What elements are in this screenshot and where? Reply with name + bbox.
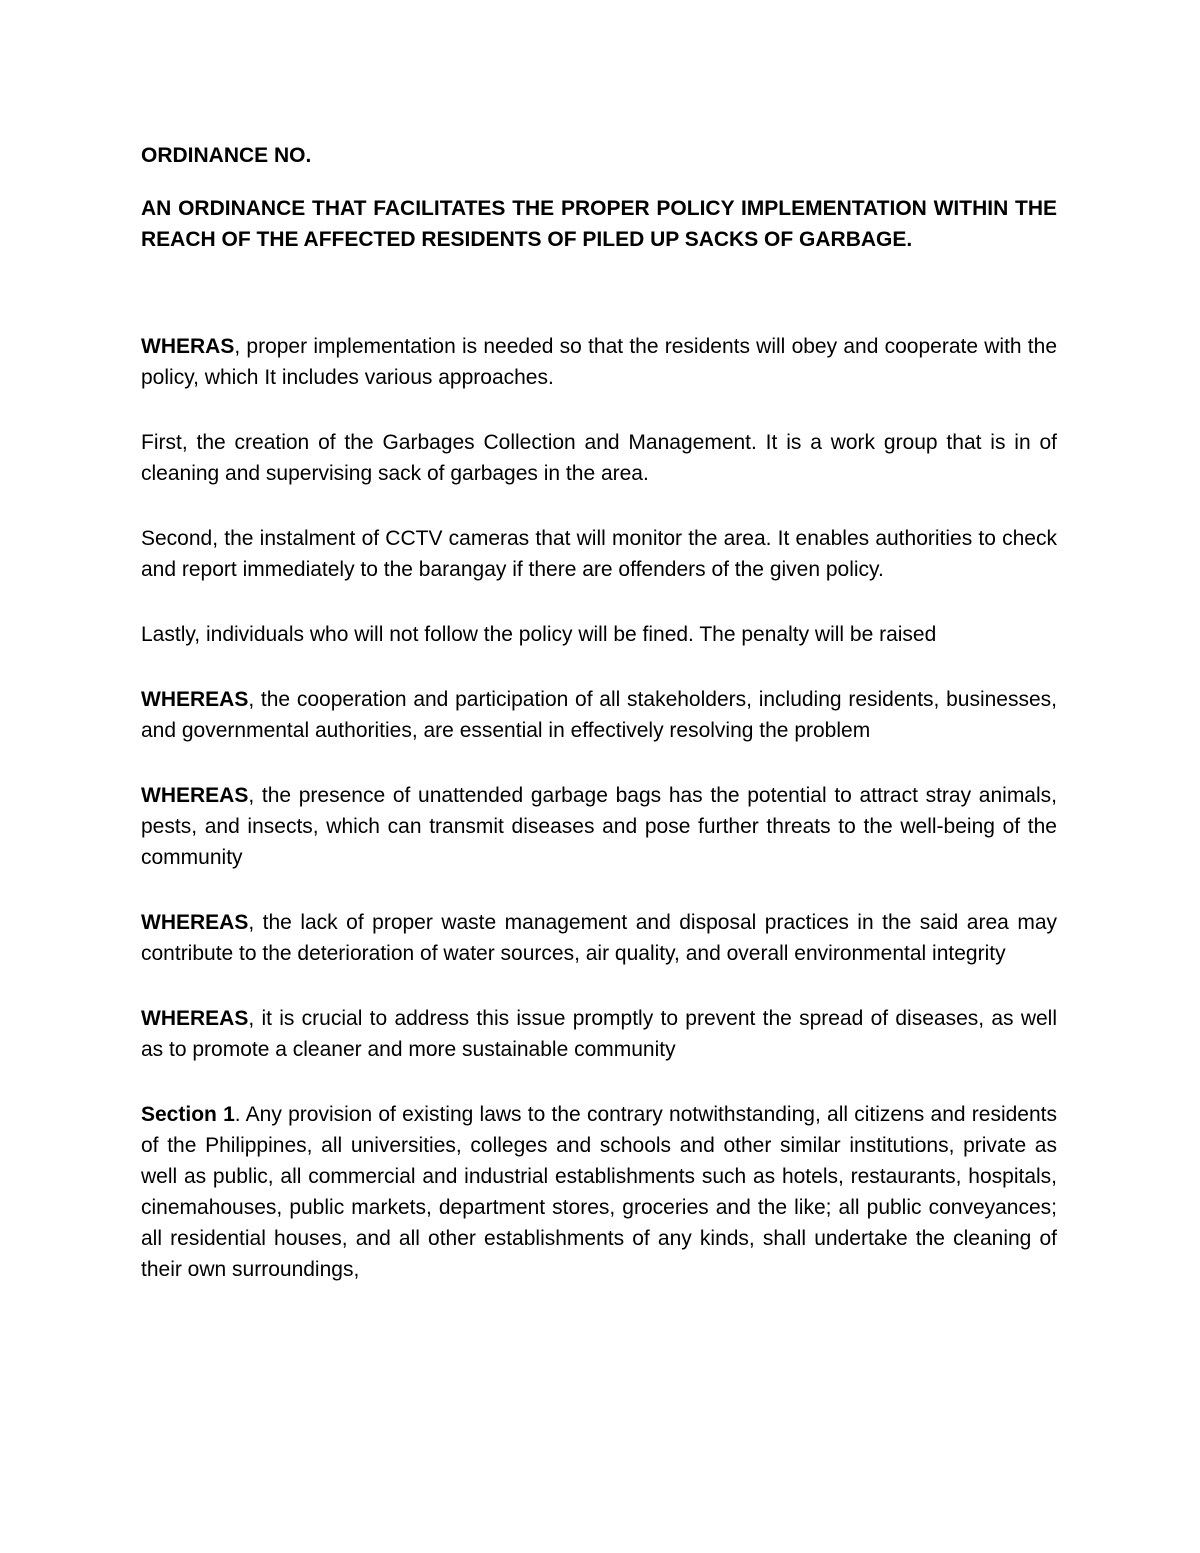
whereas-paragraph	[141, 907, 1057, 969]
paragraph-lead: WHEREAS	[141, 784, 249, 807]
paragraph-lead: WHERAS	[141, 335, 235, 358]
approach-paragraph	[141, 619, 1057, 650]
document-body	[141, 140, 1057, 1285]
paragraph-lead: WHEREAS	[141, 911, 249, 934]
whereas-paragraph	[141, 1003, 1057, 1065]
whereas-paragraph	[141, 780, 1057, 873]
paragraph-text: , it is crucial to address this issue promptly to prevent the spread of diseases, as well as to promote a cleaner and more sustainable community	[141, 1007, 1057, 1061]
approach-paragraph	[141, 427, 1057, 489]
ordinance-number: ORDINANCE NO.	[141, 144, 312, 167]
whereas-paragraph	[141, 331, 1057, 393]
ordinance-title: AN ORDINANCE THAT FACILITATES THE PROPER POLICY IMPLEMENTATION WITHIN THE REACH OF THE AFFECTED RESIDENTS OF PILED UP SACKS OF GARBAGE.	[141, 197, 1057, 251]
paragraph-text: Lastly, individuals who will not follow the policy will be fined. The penalty will be raised	[141, 623, 937, 646]
paragraph-text: , proper implementation is needed so that the residents will obey and cooperate with the policy, which It includes various approaches.	[141, 335, 1057, 389]
paragraph-lead: Section 1	[141, 1103, 235, 1126]
section-paragraph	[141, 1099, 1057, 1285]
approach-paragraph	[141, 523, 1057, 585]
whereas-paragraph	[141, 684, 1057, 746]
paragraph-text: , the cooperation and participation of all stakeholders, including residents, businesses, and governmental authorities, are essential in effectively resolving the problem	[141, 688, 1057, 742]
paragraph-text: Second, the instalment of CCTV cameras that will monitor the area. It enables authorities to check and report immediately to the barangay if there are offenders of the given policy.	[141, 527, 1057, 581]
paragraph-lead: WHEREAS	[141, 1007, 249, 1030]
paragraph-lead: WHEREAS	[141, 688, 249, 711]
paragraph-text: First, the creation of the Garbages Collection and Management. It is a work group that is in of cleaning and supervising sack of garbages in the area.	[141, 431, 1057, 485]
paragraph-text: . Any provision of existing laws to the contrary notwithstanding, all citizens and residents of the Philippines, all universities, colleges and schools and other similar institutions, private as well as public, all commercial and industrial establishments such as hotels, restaurants, hospitals, cinemahouses, public markets, department stores, groceries and the like; all public conveyances; all residential houses, and all other establishments of any kinds, shall undertake the cleaning of their own surroundings,	[141, 1103, 1057, 1281]
paragraph-text: , the presence of unattended garbage bags has the potential to attract stray animals, pests, and insects, which can transmit diseases and pose further threats to the well-being of the community	[141, 784, 1057, 869]
paragraph-text: , the lack of proper waste management and disposal practices in the said area may contribute to the deterioration of water sources, air quality, and overall environmental integrity	[141, 911, 1057, 965]
